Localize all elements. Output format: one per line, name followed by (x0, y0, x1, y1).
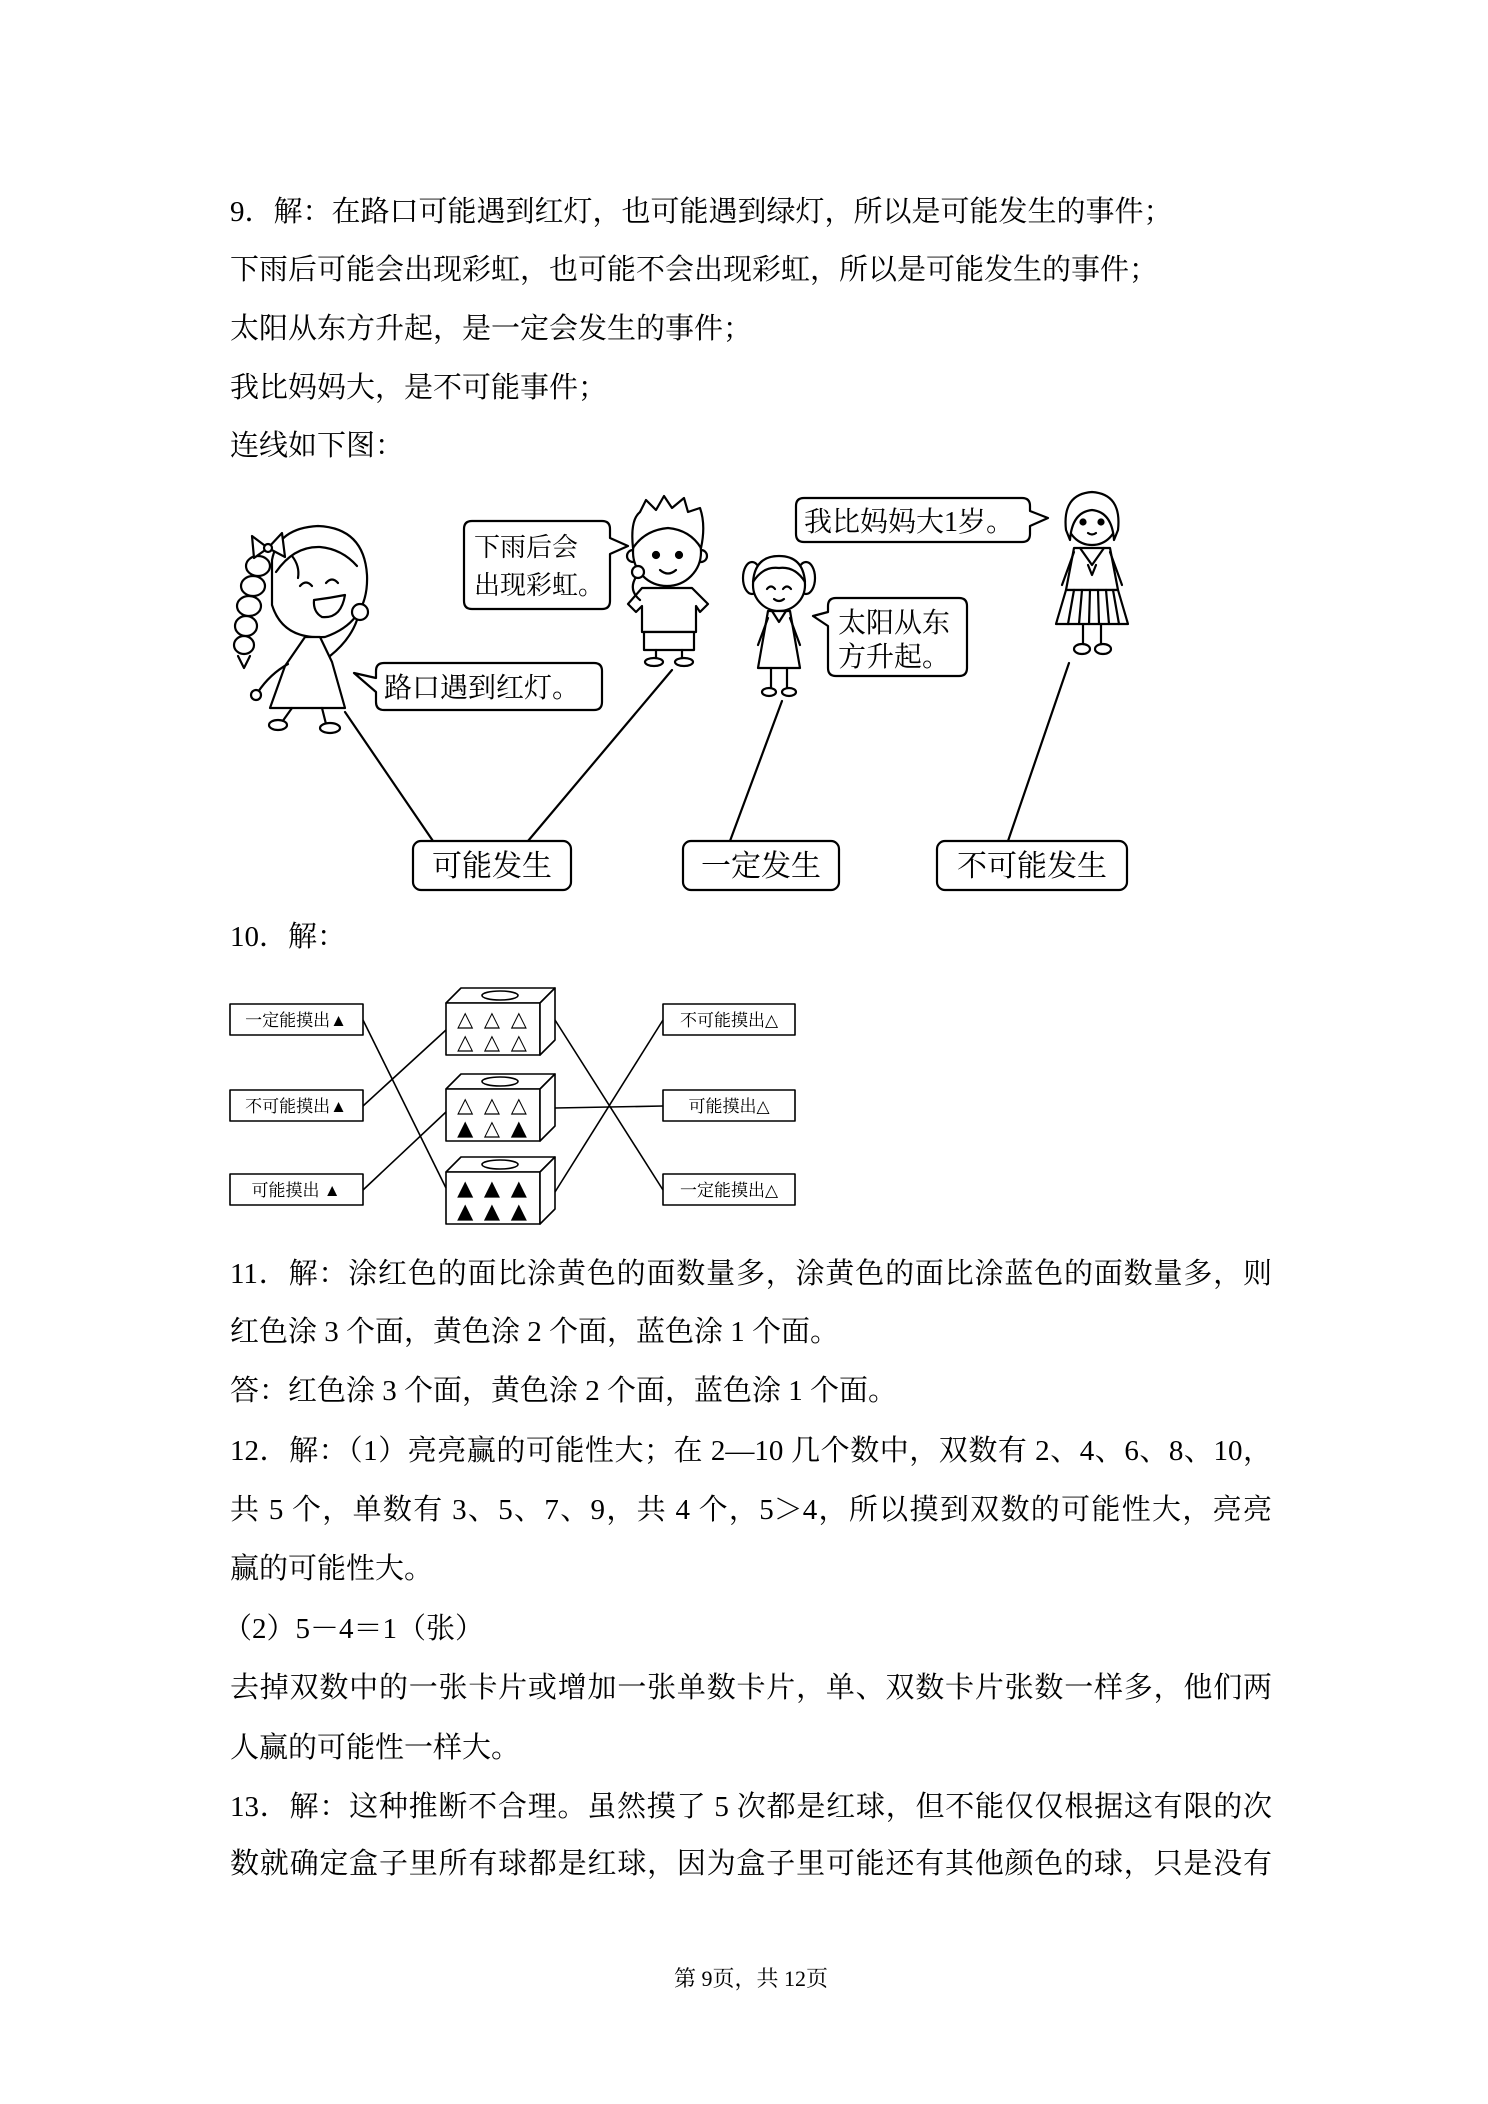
connector-line (345, 712, 433, 841)
category-label-impossible: 不可能发生 (957, 850, 1107, 883)
q10-heading: 10．解： (230, 921, 347, 953)
right-label-text: 不可能摸出△ (679, 1011, 779, 1030)
q10-figure-texts (245, 1007, 779, 1223)
right-label-text: 一定能摸出△ (679, 1181, 779, 1200)
box-opening (482, 1160, 518, 1169)
small-girl-illustration (743, 556, 815, 696)
category-label-possible: 可能发生 (432, 850, 552, 883)
left-label-text: 不可能摸出▲ (245, 1097, 347, 1116)
bubble-text-sun-line1: 太阳从东 (838, 608, 951, 639)
connector-line (730, 701, 782, 841)
box-1-triangles-row-1: △ △ △ (457, 1007, 529, 1031)
q12-line-2: 共 5 个，单数有 3、5、7、9，共 4 个，5＞4，所以摸到双数的可能性大，亮亮 (230, 1494, 1272, 1526)
box-3-triangles-row-1: ▲ ▲ ▲ (457, 1176, 529, 1200)
q13-line-1: 13．解：这种推断不合理。虽然摸了 5 次都是红球，但不能仅仅根据这有限的次 (230, 1791, 1272, 1823)
box-2-triangles-row-2: ▲ △ ▲ (457, 1116, 529, 1140)
left-label-text: 可能摸出 ▲ (251, 1181, 341, 1200)
q11-line-1: 11．解：涂红色的面比涂黄色的面数量多，涂黄色的面比涂蓝色的面数量多，则 (230, 1258, 1272, 1290)
q9-line-2: 下雨后可能会出现彩虹，也可能不会出现彩虹，所以是可能发生的事件； (230, 254, 1159, 286)
q11-line-2: 红色涂 3 个面，黄色涂 2 个面，蓝色涂 1 个面。 (230, 1316, 840, 1348)
q9-line-4: 我比妈妈大，是不可能事件； (230, 372, 608, 404)
box-3-triangles-row-2: ▲ ▲ ▲ (457, 1199, 529, 1223)
bubble-text-rainbow-line1: 下雨后会 (474, 533, 579, 562)
q12-line-4: （2）5－4＝1（张） (223, 1613, 485, 1645)
q12-line-1: 12．解：（1）亮亮赢的可能性大；在 2—10 几个数中，双数有 2、4、6、8、10， (230, 1435, 1272, 1467)
q9-line-3: 太阳从东方升起，是一定会发生的事件； (230, 313, 753, 345)
q9-line-1: 9．解：在路口可能遇到红灯，也可能遇到绿灯，所以是可能发生的事件； (230, 196, 1173, 228)
connector-line (363, 1030, 446, 1106)
bubble-text-traffic-light: 路口遇到红灯。 (384, 673, 581, 704)
q9-line-5: 连线如下图： (230, 430, 405, 462)
category-label-certain: 一定发生 (701, 850, 821, 883)
bubble-text-mom: 我比妈妈大1岁。 (804, 507, 1015, 538)
q12-line-3: 赢的可能性大。 (230, 1553, 434, 1585)
q13-line-2: 数就确定盒子里所有球都是红球，因为盒子里可能还有其他颜色的球，只是没有 (230, 1848, 1272, 1880)
laughing-girl-illustration (234, 526, 368, 733)
bubble-text-sun-line2: 方升起。 (838, 642, 951, 673)
box-opening (482, 1077, 518, 1086)
q12-line-5: 去掉双数中的一张卡片或增加一张单数卡片，单、双数卡片张数一样多，他们两 (230, 1672, 1272, 1704)
bubble-text-rainbow-line2: 出现彩虹。 (474, 571, 605, 600)
left-label-text: 一定能摸出▲ (245, 1011, 347, 1030)
connector-line (363, 1112, 446, 1190)
box-1-triangles-row-2: △ △ △ (457, 1030, 529, 1054)
connector-line (1008, 663, 1069, 841)
q11-answer: 答：红色涂 3 个面，黄色涂 2 个面，蓝色涂 1 个面。 (230, 1375, 898, 1407)
connector-line (363, 1020, 446, 1188)
box-2-triangles-row-1: △ △ △ (457, 1093, 529, 1117)
q12-line-6: 人赢的可能性一样大。 (230, 1732, 521, 1764)
boy-illustration (627, 496, 708, 666)
right-label-text: 可能摸出△ (688, 1097, 770, 1116)
q9-matching-figure (234, 492, 1128, 890)
sailor-girl-illustration (1056, 492, 1128, 654)
box-opening (482, 991, 518, 1000)
page-footer: 第 9页，共 12页 (673, 1966, 828, 1991)
